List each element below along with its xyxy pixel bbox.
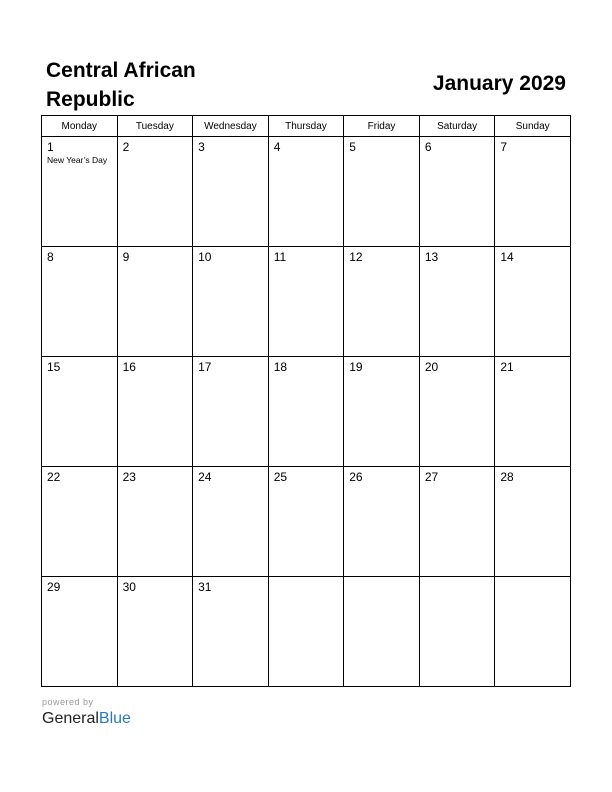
weekday-header: Tuesday — [117, 116, 193, 137]
week-row — [42, 577, 571, 687]
day-number: 29 — [47, 580, 61, 594]
day-cell — [193, 247, 269, 357]
day-number: 25 — [273, 470, 288, 484]
day-number: 12 — [349, 250, 363, 264]
day-cell — [419, 247, 495, 357]
weekday-header-row — [42, 116, 571, 137]
day-cell — [495, 137, 571, 247]
day-number: 26 — [349, 470, 363, 484]
day-cell — [42, 577, 118, 687]
weekday-header: Monday — [42, 116, 118, 137]
day-number: 30 — [122, 580, 136, 594]
day-cell — [193, 467, 269, 577]
week-row — [42, 467, 571, 577]
day-number: 13 — [424, 250, 439, 264]
day-cell — [193, 577, 269, 687]
day-cell — [268, 577, 344, 687]
day-number: 2 — [122, 140, 130, 154]
day-cell — [268, 467, 344, 577]
day-number: 18 — [273, 360, 288, 374]
day-cell — [117, 577, 193, 687]
weekday-header: Wednesday — [193, 116, 269, 137]
day-cell — [495, 577, 571, 687]
day-number: 22 — [47, 470, 61, 484]
day-number: 31 — [198, 580, 212, 594]
day-cell — [193, 137, 269, 247]
week-row — [42, 357, 571, 467]
brand-name-part1: General — [42, 710, 99, 727]
day-number: 28 — [500, 470, 514, 484]
day-number: 4 — [273, 140, 281, 154]
powered-by-label: powered by — [42, 697, 94, 707]
day-number: 5 — [349, 140, 356, 154]
day-number: 20 — [424, 360, 439, 374]
day-number: 9 — [122, 250, 130, 264]
week-row — [42, 137, 571, 247]
day-number — [269, 577, 344, 580]
day-cell — [344, 137, 420, 247]
day-number — [344, 577, 419, 580]
day-number: 23 — [122, 470, 136, 484]
day-cell — [268, 137, 344, 247]
day-cell — [344, 357, 420, 467]
day-number: 15 — [47, 360, 61, 374]
generalblue-logo[interactable] — [42, 709, 131, 729]
day-cell — [344, 247, 420, 357]
day-cell — [117, 467, 193, 577]
day-cell — [117, 247, 193, 357]
day-number: 19 — [349, 360, 363, 374]
day-number — [420, 577, 495, 580]
day-cell — [344, 577, 420, 687]
day-cell — [268, 357, 344, 467]
day-number: 27 — [424, 470, 439, 484]
day-cell — [495, 467, 571, 577]
day-number: 1 — [47, 140, 54, 154]
day-number: 3 — [198, 140, 205, 154]
day-cell — [419, 577, 495, 687]
day-cell — [42, 467, 118, 577]
weekday-header: Sunday — [495, 116, 571, 137]
day-number — [495, 577, 570, 580]
day-cell — [495, 247, 571, 357]
day-number: 24 — [198, 470, 212, 484]
weekday-header: Saturday — [419, 116, 495, 137]
day-cell — [117, 137, 193, 247]
day-number: 14 — [500, 250, 514, 264]
day-cell — [117, 357, 193, 467]
footer-branding — [42, 697, 131, 729]
day-cell — [42, 247, 118, 357]
week-row — [42, 247, 571, 357]
day-cell — [193, 357, 269, 467]
day-cell — [268, 247, 344, 357]
day-number: 7 — [500, 140, 508, 154]
day-cell — [42, 357, 118, 467]
month-year-title: January 2029 — [432, 72, 566, 95]
day-number: 11 — [273, 250, 287, 264]
day-number: 10 — [198, 250, 212, 264]
day-cell — [419, 357, 495, 467]
day-number: 6 — [424, 140, 432, 154]
day-cell — [42, 137, 118, 247]
day-number: 21 — [500, 360, 514, 374]
day-number: 17 — [198, 360, 212, 374]
weekday-header: Thursday — [268, 116, 344, 137]
day-cell — [495, 357, 571, 467]
day-number: 8 — [47, 250, 54, 264]
day-cell — [344, 467, 420, 577]
weekday-header: Friday — [344, 116, 420, 137]
country-title: Central African Republic — [46, 59, 196, 111]
calendar-grid — [41, 115, 571, 687]
day-number: 16 — [122, 360, 136, 374]
holiday-label: New Year’s Day — [47, 155, 108, 165]
day-cell — [419, 137, 495, 247]
brand-name-part2: Blue — [98, 710, 131, 727]
day-cell — [419, 467, 495, 577]
